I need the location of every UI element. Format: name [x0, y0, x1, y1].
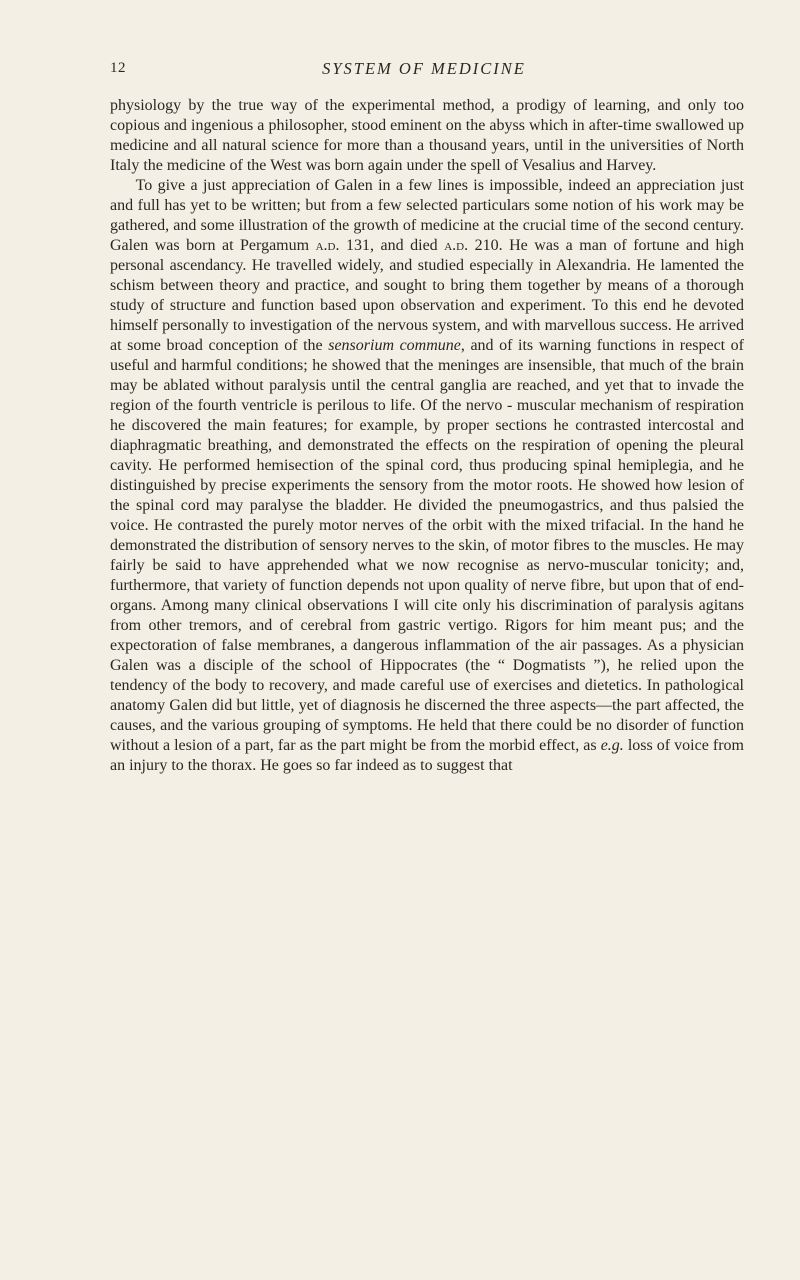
text-segment: , and of its warning functions in respect of useful and harmful conditions; he showed that the meninges are insensible, that much of the brain may be ablated without paralysis until the central ganglia are reached, and yet that to invade the region of the fourth ventricle is perilous to life. Of the nervo - muscular mechanism of respiration he discovered the main features; for example, by proper sections he contrasted intercostal and diaphragmatic breathing, and demonstrated the effects on the respiration of opening the pleural cavity. He performed hemisection of the spinal cord, thus producing spinal hemiplegia, and he distinguished by precise experiments the sensory from the motor roots. He showed how lesion of the spinal cord may paralyse the bladder. He divided the pneumogastrics, and thus palsied the voice. He contrasted the purely motor nerves of the orbit with the mixed trifacial. In the hand he demonstrated the distribution of sensory nerves to the skin, of motor fibres to the muscles. He may fairly be said to have apprehended what we now recognise as nervo-muscular tonicity; and, furthermore, that variety of function depends not upon quality of nerve fibre, but upon that of end-organs. Among many clinical observations I will cite only his discrimination of paralysis agitans from other tremors, and of cerebral from gastric vertigo. Rigors for him meant pus; and the expectoration of false membranes, a dangerous inflammation of the air passages. As a physician Galen was a disciple of the school of Hippocrates (the “ Dogmatists ”), he relied upon the tendency of the body to recovery, and made careful use of exercises and dietetics. In pathological anatomy Galen did but little, yet of diagnosis he discerned the three aspects—the part affected, the causes, and the various grouping of symptoms. He held that there could be no disorder of function without a lesion of a part, far as the part might be from the morbid effect, as — [110, 337, 745, 754]
text-segment: 210. He was a man of fortune and high personal ascendancy. He travelled widely, and studied especially in Alexandria. He lamented the schism between theory and practice, and sought to bring them together by means of a thorough study of structure and function based upon observation and experiment. To this end he devoted himself personally to investigation of the nervous system, and with marvellous success. He arrived at some broad conception of the — [110, 237, 744, 354]
body-text — [110, 96, 744, 776]
page-number: 12 — [110, 60, 126, 76]
paragraph-continuation: physiology by the true way of the experimental method, a prodigy of learning, and only too copious and ingenious a philosopher, stood eminent on the abyss which in after-time swallowed up medicine and all natural science for more than a thousand years, until in the universities of North Italy the medicine of the West was born again under the spell of Vesalius and Harvey. — [110, 97, 744, 174]
italic-term: e.g. — [600, 737, 624, 754]
era-abbreviation: a.d. — [444, 237, 469, 254]
text-segment: loss of voice from an injury to the thorax. He goes so far indeed as to suggest that — [110, 737, 744, 774]
running-head — [110, 60, 738, 84]
running-title: SYSTEM OF MEDICINE — [322, 59, 526, 78]
italic-term: sensorium commune — [328, 337, 461, 354]
paragraph-galen — [110, 176, 744, 776]
text-segment: To give a just appreciation of Galen in a few lines is impossible, indeed an appreciation just and full has yet to be written; but from a few selected particulars some notion of his work may be gathered, and some illustration of the growth of medicine at the crucial time of the second century. Galen was born at Pergamum — [110, 177, 744, 254]
era-abbreviation: a.d. — [315, 237, 340, 254]
text-segment: 131, and died — [339, 237, 445, 254]
